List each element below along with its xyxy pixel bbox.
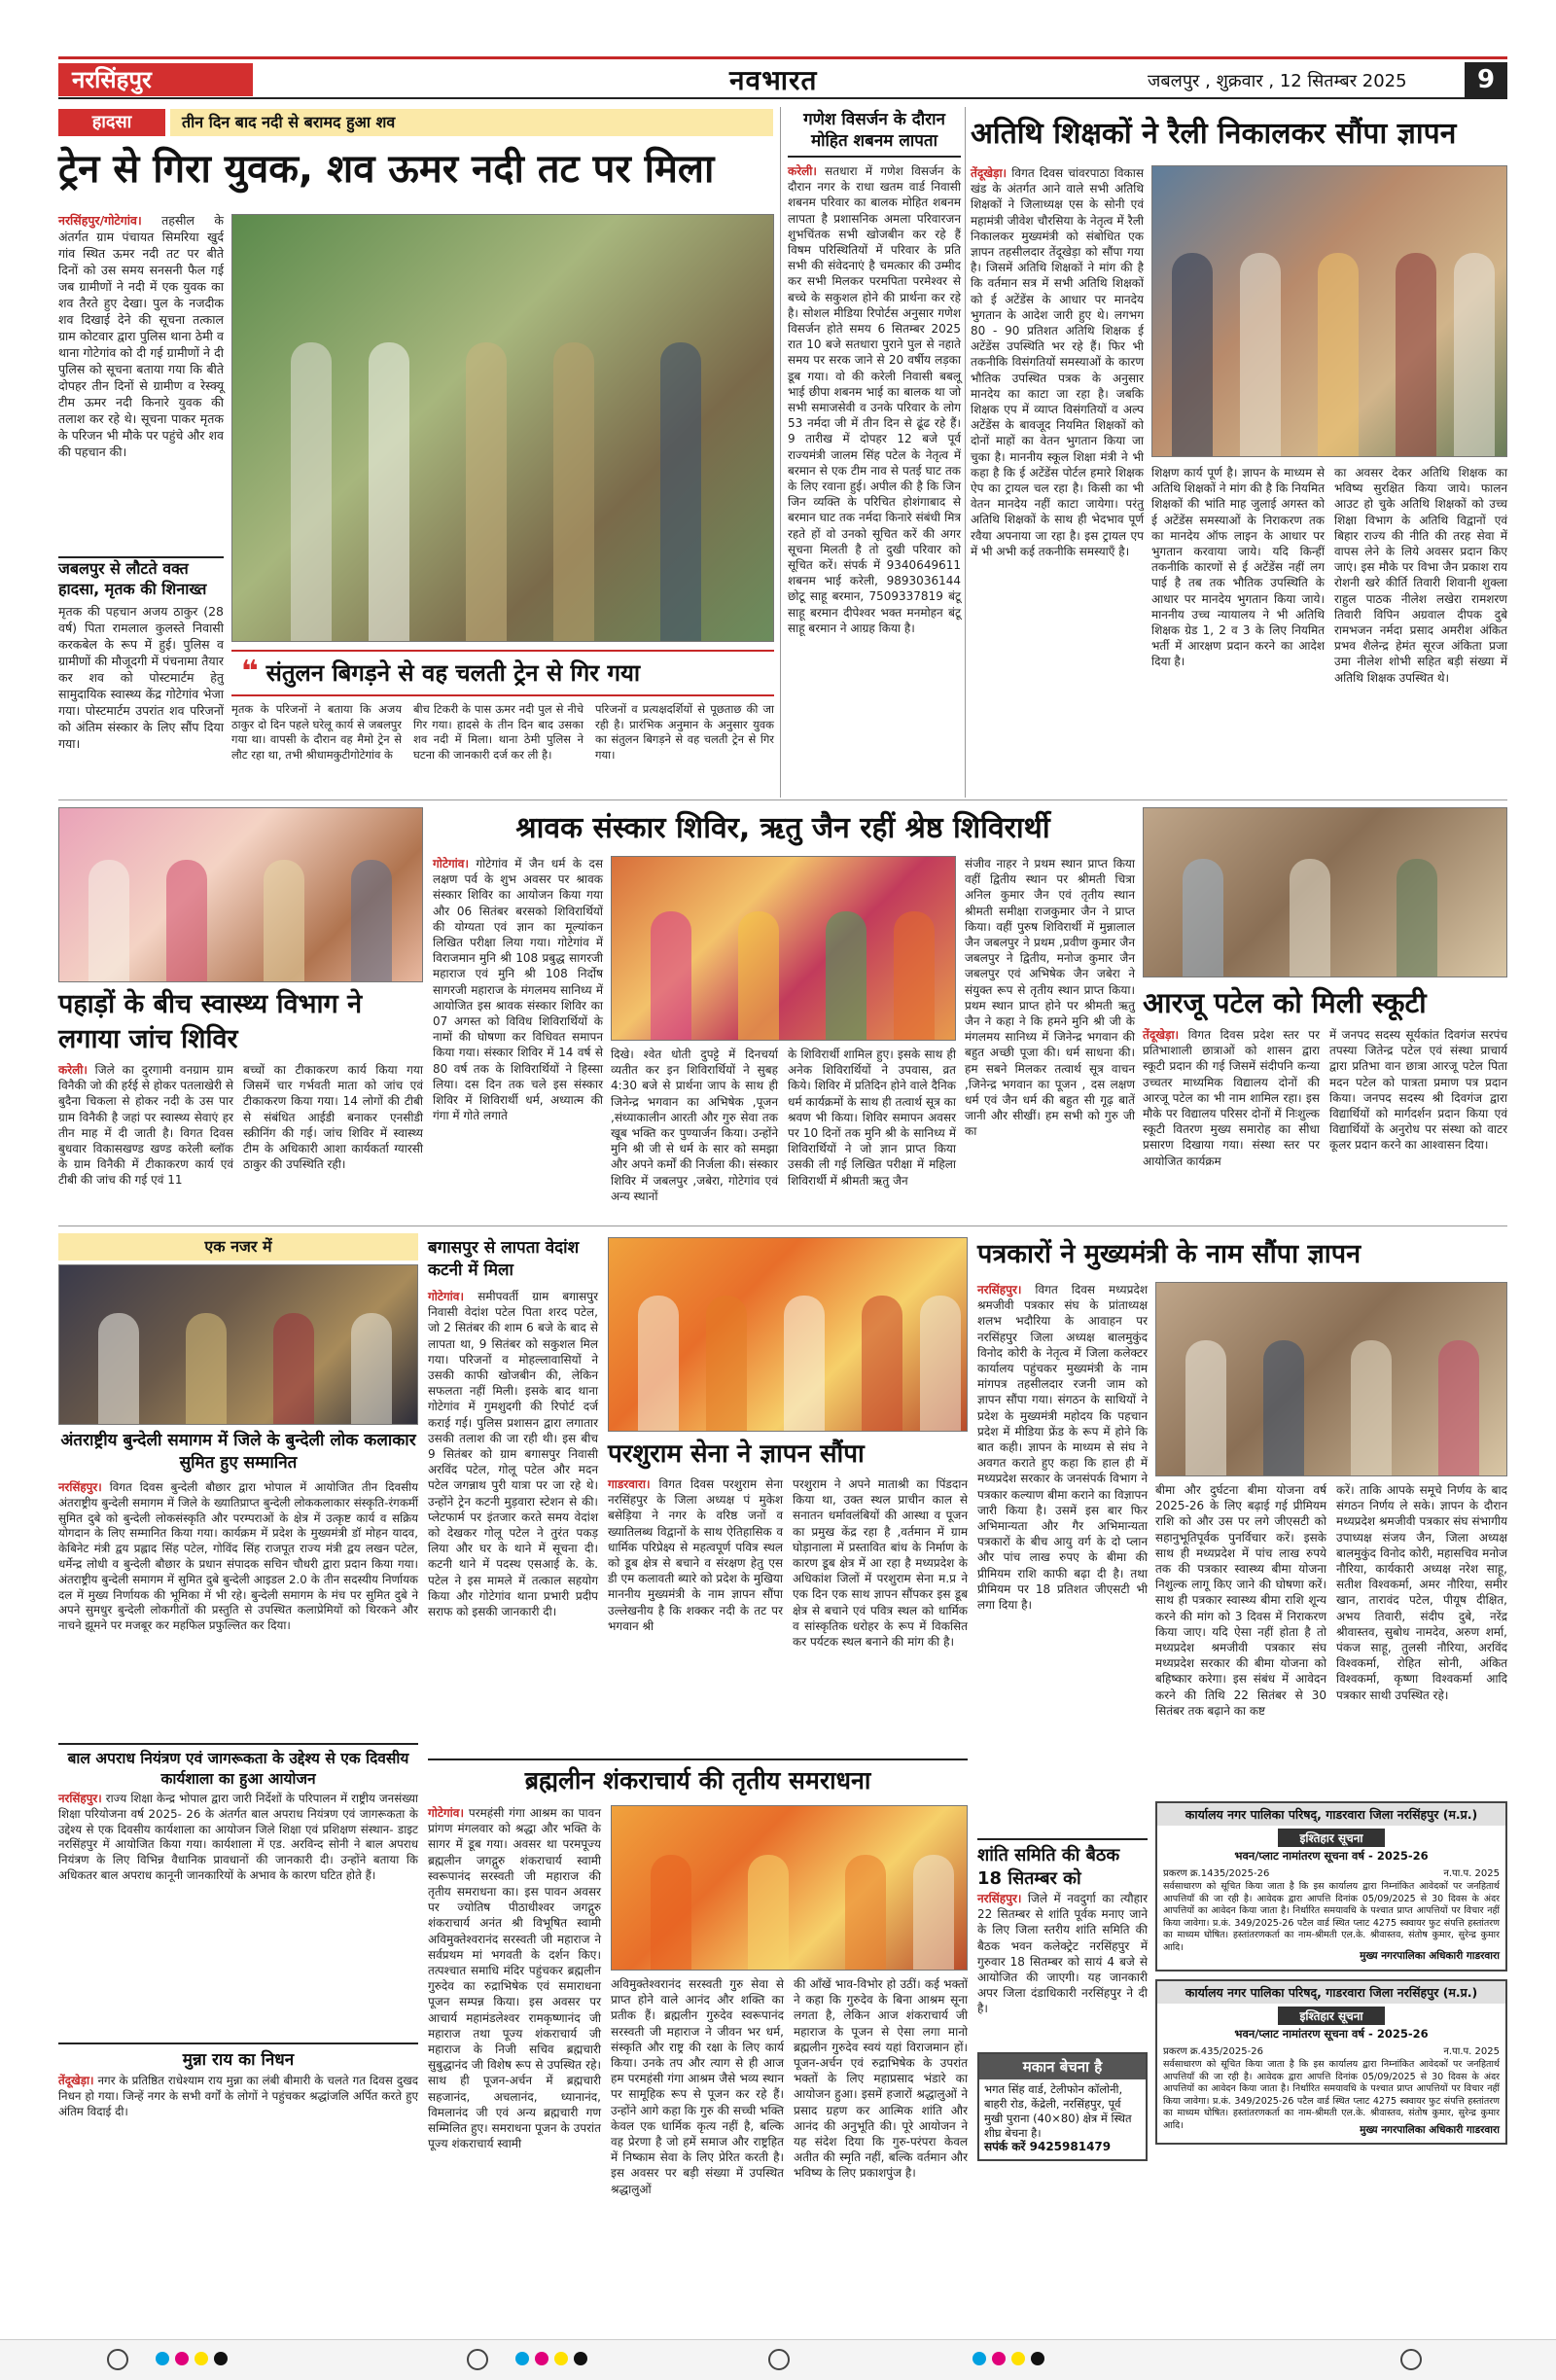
article-body: [58, 1062, 233, 1220]
dateline: करेली।: [788, 164, 817, 178]
article-body: [971, 165, 1144, 794]
edition-name: नरसिंहपुर: [58, 63, 253, 96]
classified-ad: [977, 2052, 1148, 2161]
notice-signature: मुख्य नगरपालिका अधिकारी गाडरवारा: [1360, 2124, 1500, 2136]
classified-contact: सपंर्क करें 9425981479: [984, 2140, 1112, 2153]
article-col: बच्चों का टीकाकरण कार्य किया गया जिसमें चार गर्भवती माता को जांच एवं टीकाकरण किया गया। 14 लोगों की टीबी से संबंधित आईडी बनाकर एनसीडी स्क्रीनिंग की गई। जांच शिविर में स्वास्थ्य टीम के अधिकारी आशा कार्यकर्ता ग्यारसी ठाकुर की उपस्थिति रही।: [243, 1063, 423, 1172]
article-body: [58, 2074, 418, 2142]
notice-body: सर्वसाधारण को सूचित किया जाता है कि इस कार्यालय द्वारा निम्नांकित आवेदकों पर जनहितार्थ आपत्तियाँ की जा रही है। आवेदक द्वारा आपत्ति दिनांक 05/09/2025 से 30 दिवस के अंदर आपत्तियों का आवेदन किया जाता है। निर्धारित समयावधि के पश्चात प्राप्त आपत्तियों पर विचार नहीं किया जावेगा। प्र.कं. 349/2025-26 पटैल वार्ड स्थित प्लाट 4275 स्क्वायर फुट संपत्ति हस्तांतरण का माध्यम घोषित। हस्तांतरणकर्ता का नाम-श्रीमती एल.के. श्रीवास्तव, संतोष कुमार, सुरेन्द्र कुमार आदि।: [1163, 1881, 1500, 1953]
headline-journalists: पत्रकारों ने मुख्यमंत्री के नाम सौंपा ज्ञापन: [977, 1239, 1362, 1269]
cmyk-dot-icon: [214, 2352, 228, 2365]
page-number: 9: [1465, 62, 1507, 97]
notice-ref-right: न.पा.प. 2025: [1443, 1868, 1500, 1879]
news-photo-journalists-memo: [1155, 1282, 1507, 1476]
article-body: [977, 1891, 1148, 2046]
headline-shankaracharya: ब्रह्मलीन शंकराचार्य की तृतीय समराधना: [428, 1758, 968, 1797]
article-col: का अवसर देकर अतिथि शिक्षक का भविष्य सुरक्षित किया जाये। फालन आउट हो चुके अतिथि शिक्षकों को उच्च शिक्षा विभाग के अतिथि विद्वानों एवं बिहार राज्य की नीति की तरह सेवा में वापस लेने के लिये अवसर प्रदान किए जाएं। इस मौके पर विभा जैन प्रकाश राय रोशनी खरे कीर्ति तिवारी शिवानी शुक्ला राहुल पाठक नीलेश लखेरा रामशरण तिवारी विपिन अग्रवाल दीपक दुबे रामभजन नर्मदा प्रसाद अमरीश अंकित प्रभव शैलेन्द्र हेमंत सूरज अंकिता प्रजा उमा नीलेश शोभी सहित बड़ी संख्या में अतिथि शिक्षक उपस्थित थे।: [1334, 466, 1507, 685]
column-rule: [965, 107, 966, 798]
dateline: तेंदूखेड़ा।: [58, 2074, 94, 2087]
notice-title: इश्तिहार सूचना: [1278, 1829, 1385, 1847]
notice-refs: [1157, 2043, 1505, 2057]
story-tag: हादसा: [58, 109, 165, 136]
article-body: [433, 856, 603, 1220]
article-col: करें। ताकि आपके समूचे निर्णय के बाद संगठन निर्णय ले सके। ज्ञापन के दौरान मध्यप्रदेश श्रमजीवी पत्रकार संघ संभागीय उपाध्यक्ष संजय जैन, जिला अध्यक्ष बालमुकुंद विनोद कोरी, महासचिव मनोज नौरिया, कार्यकारी अध्यक्ष नरेश साहू, सतीश विश्वकर्मा, अमर नौरिया, समीर खान, तारावंद पटेल, पीयूष दीक्षित, अभय तिवारी, संदीप दुबे, नरेंद्र श्रीवास्तव, सुबोध नामदेव, अरुण शर्मा, पंकज साहू, तुलसी नौरिया, अरविंद विश्वकर्मा, रोहित सोनी, अंकित विश्वकर्मा, कृष्णा विश्वकर्मा आदि पत्रकार साथी उपस्थित रहे।: [1336, 1483, 1507, 1702]
notice-subtitle: भवन/प्लाट नामांतरण सूचना वर्ष - 2025-26: [1234, 2027, 1429, 2041]
cmyk-dot-icon: [156, 2352, 169, 2365]
headline-bal-apradh: बाल अपराध नियंत्रण एवं जागरूकता के उद्देश्य से एक दिवसीय कार्यशाला का हुआ आयोजन: [58, 1743, 418, 1790]
news-photo-scooty: [1143, 807, 1507, 977]
registration-mark-icon: [107, 2349, 128, 2370]
cmyk-dot-icon: [194, 2352, 208, 2365]
article-body: [58, 212, 224, 552]
article-text: गोटेगांव में जैन धर्म के दस लक्षण पर्व के शुभ अवसर पर श्रावक संस्कार शिविर का आयोजन किया गया और 06 सितंबर बरसको शिविरार्थियों की योग्यता एवं ज्ञान का मूल्यांकन लिखित परीक्षा लिया गया। गोटेगांव में विराजमान मुनि श्री 108 प्रबुद्ध सागरजी महाराज एवं मुनि श्री 108 निर्दोष सागरजी महाराज के मंगलमय सानिध्य में आयोजित इस श्रावक संस्कार शिविर का 07 अगस्त को विविध शिविरार्थियों के नामों की घोषणा कर विधिवत समापन किया गया। संस्कार शिविर में 14 वर्ष से 80 वर्ष तक के शिविरार्थियों ने हिस्सा लिया। दस दिन तक चले इस संस्कार शिविर में शिविरार्थी धर्म, अध्यात्म की गंगा में गोते लगाते: [433, 857, 603, 1123]
article-body: [428, 1289, 598, 1751]
article-text: परमहंसी गंगा आश्रम का पावन प्रांगण मंगलवार को श्रद्धा और भक्ति के सागर में डूब गया। अवसर था परमपूज्य ब्रह्मलीन जगद्गुरु शंकराचार्य स्वामी स्वरूपानंद सरस्वती जी महाराज की तृतीय समराधना का। इस पावन अवसर पर ज्योतिष पीठाधीश्वर जगद्गुरु शंकराचार्य अनंत श्री विभूषित स्वामी अविमुक्तेश्वरानंद सरस्वती जी महाराज ने सर्वप्रथम मां भगवती के दर्शन किए। तत्पश्चात समाधि मंदिर पहुंचकर ब्रह्मलीन गुरुदेव का रुद्राभिषेक एवं समाराधना पूजन सम्पन्न किया। इस अवसर पर आचार्य महामंडलेश्वर रामकृष्णानंद जी महाराज तथा पूज्य शंकराचार्य जी महाराज के निजी सचिव ब्रह्मचारी सुबुद्धानंद जी विशेष रूप से उपस्थित रहे। साथ ही पूजन-अर्चन में ब्रह्मचारी सहजानंद, अचलानंद, ध्यानानंद, विमलानंद जी एवं अन्य ब्रह्मचारी गण सम्मिलित हुए। समराधना पूजन के उपरांत पूज्य शंकराचार्य स्वामी: [428, 1806, 601, 2151]
date-line: जबलपुर , शुक्रवार , 12 सितम्बर 2025: [1148, 71, 1407, 91]
cmyk-dot-icon: [1011, 2352, 1025, 2365]
news-photo-health-camp: [58, 807, 423, 982]
dateline: करेली।: [58, 1063, 88, 1077]
masthead: [58, 56, 1507, 99]
article-body: [608, 1476, 783, 1751]
article-col: शिक्षण कार्य पूर्ण है। ज्ञापन के माध्यम से अतिथि शिक्षकों ने मांग की है कि नियमित शिक्षकों की भांति माह जुलाई अगस्त को ई अटेंडेंस समस्याओं के निराकरण तक का मानदेय ऑफ लाइन के आधार पर भुगतान करवाया जाये। यदि किन्हीं तकनीकि कारणों से ई अटेंडेंस नहीं लग पाई है तब तक भौतिक उपस्थिति के आधार पर मानदेय भुगतान किया जाये। माननीय उच्च न्यायालय ने भी अतिथि शिक्षक ग्रेड 1, 2 व 3 के लिए नियमित भर्ती में आरक्षण प्रदान करने का आदेश दिया है।: [1151, 466, 1325, 669]
cmyk-dot-icon: [992, 2352, 1006, 2365]
headline-ganesh: गणेश विसर्जन के दौरान मोहित शबनम लापता: [788, 109, 961, 158]
cmyk-dot-icon: [175, 2352, 189, 2365]
headline-health: पहाड़ों के बीच स्वास्थ्य विभाग ने लगाया जांच शिविर: [58, 989, 363, 1054]
cmyk-dot-icon: [1031, 2352, 1044, 2365]
notice-title: इश्तिहार सूचना: [1278, 2007, 1385, 2025]
cmyk-dot-icon: [554, 2352, 568, 2365]
article-text: जिले का दुरगामी वनग्राम ग्राम विनैकी जो की हर्रई से होकर पतलाखेरी से बुदैना चिकला से होकर नदी के उस पार ग्राम विनैकी है जहां पर स्वास्थ्य सेवाएं हर तीन माह में दी जाती है। विगत दिवस बुधवार विकासखण्ड खण्ड करेली ब्लॉक के ग्राम विनैकी में टीकाकरण कार्य एवं टीबी की जांच की गई एवं 11: [58, 1063, 233, 1188]
article-col: बीमा और दुर्घटना बीमा योजना वर्ष 2025-26 के लिए बढ़ाई गई प्रीमियम राशि को और उस पर लगे जीएसटी को सहानुभूतिपूर्वक पुनर्विचार करें। इसके साथ ही मध्यप्रदेश में पांच लाख रुपये तक की पत्रकार स्वास्थ्य बीमा योजना निशुल्क लागू किए जाने की घोषणा करें। साथ ही पत्रकार स्वास्थ्य बीमा राशि शून्य करने की मांग को 3 दिवस में निराकरण किया जाए। यदि ऐसा नहीं होता है तो मध्यप्रदेश श्रमजीवी पत्रकार संघ मध्यप्रदेश सरकार की बीमा योजना को बहिष्कार करेगा। इस संबंध में आवेदन करने की तिथि 22 सितंबर से 30 सितंबर तक बढ़ाने का कष्ट: [1155, 1483, 1326, 1718]
article-text: सतधारा में गणेश विसर्जन के दौरान नगर के राधा खतम वार्ड निवासी शबनम परिवार का बालक मोहित शबनम लापता है प्रशासनिक अमला परिवारजन शुभचिंतक सभी खोजबीन कर रहे हैं विषम परिस्थितियों में परिवार के प्रति सभी की संवेदनाएं है चमत्कार की उम्मीद कर सभी मिलकर परमपिता परमेश्वर से बच्चे के सकुशल होने की प्रार्थना कर रहे है। सोशल मीडिया रिपोर्टस अनुसार गणेश विसर्जन होते समय 6 सितम्बर 2025 रात 10 बजे सतधारा पुराने पुल से नहाते समय पर सरक जाने से 20 वर्षीय लड़का डूब गया। वो की करेली निवासी बबलू भाई छीपा शबनम भाई का बालक था जो सभी समाजसेवी व उनके परिवार के लोग 53 नर्मदा जी में तीन दिन से ढूंढ रहे हैं। 9 तारीख में दोपहर 12 बजे पूर्व राज्यमंत्री जालम सिंह पटेल के नेतृत्व में बरमान से एक टीम नाव से पतई घाट तक के लिए रवाना हुई। अपील की है कि जिन जिन व्यक्ति के परिचित होशंगाबाद से बरमान घाट तक नर्मदा किनारे संबंधी मित्र रहते हों वो उनको सूचित करें की अगर सूचना मिलती है तो दुखी परिवार को सूचित करें। संपर्क में 9340649611 शबनम भाई करेली, 9893036144 छोटू साहू बरमान, 7509337819 बंटू साहू बरमान दीपेश्वर भक्त मनमोहन बंटू साहू बरमान ने आग्रह किया है।: [788, 164, 961, 635]
notice-subtitle: भवन/प्लाट नामांतरण सूचना वर्ष - 2025-26: [1234, 1849, 1429, 1863]
paper-name: नवभारत: [729, 64, 818, 96]
notice-signature: मुख्य नगरपालिका अधिकारी गाडरवारा: [1360, 1950, 1500, 1962]
headline-shanti-samiti: शांति समिति की बैठक 18 सितम्बर को: [977, 1838, 1148, 1891]
notice-office: कार्यालय नगर पालिका परिषद्, गाडरवारा जिला नरसिंहपुर (म.प्र.): [1157, 1981, 1505, 2004]
section-label: एक नजर में: [58, 1233, 418, 1261]
dateline: गोटेगांव।: [428, 1290, 464, 1303]
dateline: तेंदूखेड़ा।: [971, 166, 1008, 180]
dateline: गोटेगांव।: [428, 1806, 464, 1820]
article-text: विगत दिवस मध्यप्रदेश श्रमजीवी पत्रकार संघ के प्रांताध्यक्ष शलभ भदौरिया के आवाहन पर नरसिंहपुर जिला अध्यक्ष बालमुकुंद विनोद कोरी के नेतृत्व में जिला कलेक्टर कार्यालय पहुंचकर मुख्यमंत्री के नाम मांगपत्र तहसीलदार रजनी जाम को ज्ञापन सौंपा गया। संगठन के साथियों ने प्रदेश के मुख्यमंत्री महोदय कि पहचान प्रदेश में मीडिया फ्रेंड के रूप में होने कि बात कही। ज्ञापन के माध्यम से संघ ने अवगत कराते हुए कहा कि हाल ही में मध्यप्रदेश सरकार के जनसंपर्क विभाग ने पत्रकार कल्याण बीमा कराने का विज्ञापन जारी किया है। उसमें इस बार फिर अभिमान्यता और गैर अभिमान्यता पत्रकारों के बीच आयु वर्ग के दो प्लान और पांच लाख रुपए के बीमा की प्रीमियम राशि काफी बढ़ा दी है। तथा प्रीमियम पर 18 प्रतिशत जीएसटी भी लगा दिया है।: [977, 1283, 1148, 1613]
article-col: परशुराम ने अपने माताश्री का पिंडदान किया था, उक्त स्थल प्राचीन काल से सनातन धर्मावलंबियों की आस्था व पूजन का प्रमुख केंद्र रहा है ,वर्तमान में ग्राम घोड़ानाला में प्रस्तावित बांध के निर्माण के कारण डूब क्षेत्र में आ रहा है मध्यप्रदेश के अधिकांश जिलों में परशुराम सेना म.प्र ने एक दिन एक साथ ज्ञापन सौंपकर इस डूब क्षेत्र से बचाने एवं पवित्र स्थल को धार्मिक व सांस्कृतिक धरोहर के रूप में विकसित कर पर्यटक स्थल बनाने की मांग की है।: [793, 1477, 968, 1650]
article-col: के शिविरार्थी शामिल हुए। इसके साथ ही अनेक शिविरार्थियों ने उपवास, व्रत किये। शिविर में प्रतिदिन होने वाले दैनिक धर्म कार्यक्रमों के साथ ही तत्वार्थ सूत्र का श्रवण भी किया। शिविर समापन अवसर पर 10 दिनों तक मुनि श्री के सानिध्य में शिविरार्थियों ने जो ज्ञान प्राप्त किया उसकी ली गई लिखित परीक्षा में महिला शिविरार्थी में श्रीमती ऋतु जैन: [788, 1048, 956, 1188]
cmyk-dot-icon: [972, 2352, 986, 2365]
dateline: नरसिंहपुर।: [977, 1283, 1022, 1297]
notice-ref-left: प्रकरण क्र.1435/2025-26: [1163, 1868, 1270, 1879]
news-photo-parshuram-sena: [608, 1237, 968, 1432]
pull-quote: ❝ संतुलन बिगड़ने से वह चलती ट्रेन से गिर गया: [231, 650, 774, 696]
article-body: [977, 1282, 1148, 1831]
caption-col: मृतक के परिजनों ने बताया कि अजय ठाकुर दो दिन पहले घरेलू कार्य से जबलपुर गया था। वापसी के दौरान वह मैमो ट्रेन से लौट रहा था, तभी श्रीधामकुटीगोटेगांव के: [231, 702, 402, 762]
classified-body: भगत सिंह वार्ड, टेलीफोन कॉलोनी, बाहरी रोड, केंद्रेली, नरसिंहपुर, पूर्व मुखी पुराना (40×80) क्षेत्र में स्थित शीघ्र बेचना है।: [984, 2082, 1132, 2140]
caption-col: परिजनों व प्रत्यक्षदर्शियों से पूछताछ की जा रही है। प्रारंभिक अनुमान के अनुसार युवक का संतुलन बिगड़ने से वह चलती ट्रेन से गिर गया।: [595, 702, 774, 762]
headline-scooty: आरजू पटेल को मिली स्कूटी: [1143, 986, 1427, 1019]
notice-body: सर्वसाधारण को सूचित किया जाता है कि इस कार्यालय द्वारा निम्नांकित आवेदकों पर जनहितार्थ आपत्तियाँ की जा रही है। आवेदक द्वारा आपत्ति दिनांक 05/09/2025 से 30 दिवस के अंदर आपत्तियों का आवेदन किया जाता है। निर्धारित समयावधि के पश्चात प्राप्त आपत्तियों पर विचार नहीं किया जावेगा। प्र.कं. 349/2025-26 पटैल वार्ड स्थित प्लाट 4275 स्क्वायर फुट संपत्ति हस्तांतरण का माध्यम घोषित। हस्तांतरणकर्ता का नाम-श्रीमती एल.के. श्रीवास्तव, संतोष कुमार, सुरेन्द्र कुमार आदि।: [1163, 2059, 1500, 2131]
article-col: की आँखें भाव-विभोर हो उठीं। कई भक्तों ने कहा कि गुरुदेव के बिना आश्रम सूना लगता है, लेकिन आज शंकराचार्य जी महाराज के पूजन से ऐसा लगा मानो ब्रह्मलीन गुरुदेव स्वयं यहां विराजमान हों। पूजन-अर्चन एवं रुद्राभिषेक के उपरांत भक्तों के लिए महाप्रसाद भंडारे का आयोजन हुआ। इसमें हजारों श्रद्धालुओं ने प्रसाद ग्रहण कर आत्मिक शांति और आनंद की अनुभूति की। पूरे आयोजन ने यह संदेश दिया कि गुरु-परंपरा केवल अतीत की स्मृति नहीं, बल्कि वर्तमान और भविष्य के लिए प्रकाशपुंज है।: [794, 1977, 968, 2181]
article-body: [788, 163, 961, 794]
dateline: गाडरवारा।: [608, 1477, 651, 1491]
registration-mark-icon: [467, 2349, 488, 2370]
headline-teachers: अतिथि शिक्षकों ने रैली निकालकर सौंपा ज्ञापन: [971, 117, 1457, 151]
dateline: नरसिंहपुर।: [58, 1480, 102, 1494]
article-text: जिले में नवदुर्गा का त्यौहार 22 सितम्बर से शांति पूर्वक मनाए जाने के लिए जिला स्तरीय शांति समिति की बैठक भवन कलेक्ट्रेट नरसिंहपुर में गुरुवार 18 सितम्बर को सायं 4 बजे से आयोजित की जाएगी। यह जानकारी अपर जिला दंडाधिकारी नरसिंहपुर ने दी है।: [977, 1892, 1148, 2016]
article-text: विगत दिवस प्रदेश स्तर पर प्रतिभाशाली छात्राओं को शासन द्वारा स्कूटी प्रदान की गई जिसमें संदीपनि कन्या उच्चतर माध्यमिक विद्यालय दोनों की आरजू पटेल का भी नाम शामिल रहा। इस मौके पर विद्यालय परिसर दोनों में निःशुल्क स्कूटी वितरण मुख्य समारोह का सीधा प्रसारण दिखाया गया। संस्था स्तर पर आयोजित कार्यक्रम: [1143, 1028, 1320, 1168]
section-rule: [58, 799, 1507, 800]
cmyk-dot-icon: [515, 2352, 529, 2365]
article-body: [1143, 1027, 1320, 1220]
column-rule: [780, 107, 781, 798]
article-body: [58, 1792, 418, 2035]
article-text: समीपवर्ती ग्राम बगासपुर निवासी वेदांश पटेल पिता शरद पटेल, जो 2 सितंबर की शाम 6 बजे के बाद से लापता था, 9 सितंबर को सकुशल मिल गया। परिजनों व मोहल्लावासियों ने उसकी काफी खोजबीन की, लेकिन सफलता नहीं मिली। इसके बाद थाना गोटेगांव में गुमशुदगी की रिपोर्ट दर्ज कराई गई। पुलिस प्रशासन द्वारा लगातार उसकी तलाश की जा रही थी। इस बीच 9 सितंबर को ग्राम बगासपुर निवासी अरविंद पटेल, गोलू पटेल और मदन पटेल जगन्नाथ पुरी यात्रा पर जा रहे थे। उन्होंने ट्रेन कटनी मुड़वारा स्टेशन से की। प्लेटफार्म पर इंतजार करते समय वेदांश को देखकर गोलू पटेल ने तुरंत पकड़ लिया और घर के थाने में सूचना दी। कटनी थाने में पदस्थ एसआई के. के. पटेल ने इस मामले में तत्काल सहयोग किया और गोटेगांव थाना प्रभारी प्रदीप सराफ को इसकी जानकारी दी।: [428, 1290, 598, 1619]
news-photo-teachers-rally: [1151, 165, 1507, 457]
headline-bagaspur: बगासपुर से लापता वेदांश कटनी में मिला: [428, 1238, 580, 1280]
story-kicker: तीन दिन बाद नदी से बरामद हुआ शव: [170, 109, 773, 136]
news-photo-river-bank: [231, 214, 774, 642]
caption-col: बीच टिकरी के पास ऊमर नदी पुल से नीचे गिर गया। हादसे के तीन दिन बाद उसका शव नदी में मिला। थाना ठेमी पुलिस ने घटना की जानकारी दर्ज कर ली है।: [413, 702, 584, 762]
article-col: दिखे। श्वेत धोती दुपट्टे में दिनचर्या व्यतीत कर इन शिविरार्थियों ने सुबह 4:30 बजे से प्रार्थना जाप के साथ ही जिनेन्द्र भगवान का अभिषेक ,पूजन ,संध्याकालीन आरती और गुरु सेवा तक खूब भक्ति कर पुण्यार्जन किया। उन्होंने मुनि श्री जी से धर्म के सार को समझा और अपने कर्मों की निर्जला की। संस्कार शिविर में जबलपुर ,जबेरा, गोटेगांव एवं अन्य स्थानों: [611, 1048, 778, 1203]
news-photo-shravak-award: [611, 856, 956, 1041]
article-text: विगत दिवस चांवरपाठा विकास खंड के अंतर्गत आने वाले सभी अतिथि शिक्षकों ने जिलाध्यक्ष एस के सोनी एवं महामंत्री जीवेश चौरसिया के नेतृत्व में रैली निकालकर मुख्यमंत्री को संबोधित एक ज्ञापन तहसीलदार तेंदूखेड़ा को सौंपा गया है। जिसमें अतिथि शिक्षकों ने मांग की है कि वर्तमान सत्र में सभी अतिथि शिक्षकों को ई अटेंडेंस के आधार पर मानदेय भुगतान के आदेश जारी हुए थे। लगभग 80 - 90 प्रतिशत अतिथि शिक्षक ई अटेंडेंस उपस्थिति भर रहे हैं। फिर भी तकनीकि विसंगतियों समस्याओं के कारण भौतिक उपस्थित पत्रक के अनुसार मानदेय का काटा जा रहा है। जबकि शिक्षक एप में व्याप्त विसंगतियों व अल्प अटेंडेंस के बावजूद नियमित शिक्षकों को दोनों माहों का वेतन भुगतान किया जा चुका है। माननीय स्कूल शिक्षा मंत्री ने भी कहा है कि ई अटेंडेंस पोर्टल हमारे शिक्षक ऐप का ट्रायल चल रहा है। किसी का भी वेतन मानदेय नहीं काटा जायेगा। परंतु अतिथि शिक्षकों के साथ ही भेदभाव पूर्ण रवैया अपनाया जा रहा है। इस ट्रायल एप में भी अभी कई तकनीकि समस्याएँ है।: [971, 166, 1144, 558]
dateline: नरसिंहपुर/गोटेगांव।: [58, 213, 142, 228]
cmyk-dot-icon: [535, 2352, 548, 2365]
headline-parshuram: परशुराम सेना ने ज्ञापन सौंपा: [608, 1439, 865, 1469]
registration-mark-icon: [768, 2349, 790, 2370]
article-text: नगर के प्रतिष्ठित राधेश्याम राय मुन्ना का लंबी बीमारी के चलते गत दिवस दुखद निधन हो गया। जिन्हें नगर के सभी वर्गों के लोगों ने पहुंचकर श्रद्धांजलि अर्पित करते हुए अंतिम विदाई दी।: [58, 2074, 418, 2118]
article-text: विगत दिवस परशुराम सेना नरसिंहपुर के जिला अध्यक्ष पं मुकेश बसेड़िया ने नगर के वरिष्ठ जनों व ख्यातिलब्ध विद्वानों के साथ ऐतिहासिक व धार्मिक परिप्रेक्ष्य से महत्वपूर्ण पवित्र स्थल को डूब क्षेत्र से बचाने व संरक्षण हेतु एस डी एम कलावती ब्यारे को प्रदेश के मुखिया माननीय मुख्यमंत्री के नाम ज्ञापन सौंपा उल्लेखनीय है कि शक्कर नदी के तट पर भगवान श्री: [608, 1477, 783, 1633]
article-text: तहसील के अंतर्गत ग्राम पंचायत सिमरिया खुर्द गांव स्थित ऊमर नदी तट पर बीते दिनों को उस समय सनसनी फैल गई जब ग्रामीणों ने नदी में एक युवक का शव तैरते हुए देखा। पुल के नजदीक शव दिखाई देने की सूचना तत्काल ग्राम कोटवार द्वारा पुलिस थाना ठेमी व थाना गोटेगांव को दी गई ग्रामीणों ने दी पुलिस को सूचना बताया गया कि बीते दोपहर तीन दिनों से ग्रामीण व रेस्क्यू टीम ऊमर नदी किनारे युवक की तलाश कर रहे थे। सूचना पाकर मृतक के परिजन भी मौके पर पहुंचे और शव की पहचान की।: [58, 213, 224, 459]
quote-mark-icon: ❝: [241, 655, 259, 689]
news-photo-samaradhana: [611, 1805, 968, 1971]
subhead: जबलपुर से लौटते वक्त हादसा, मृतक की शिनाख्त: [58, 556, 224, 599]
article-text: राज्य शिक्षा केन्द्र भोपाल द्वारा जारी निर्देशों के परिपालन में राष्ट्रीय जनसंख्या शिक्षा परियोजना वर्ष 2025- 26 के अंतर्गत बाल अपराध नियंत्रण एवं जागरूकता के उद्देश्य से एक दिवसीय कार्यशाला का आयोजन जिले शिक्षा एवं प्रशिक्षण संस्थान- डाइट नरसिंहपुर में आयोजित किया गया। कार्यशाला में एड. अरविन्द सोनी ने बाल अपराध नियंत्रण के लिए विभिन्न वैधानिक प्रावधानों की जानकारी दी। उन्होंने बताया कि अधिकतर बाल अपराध कानूनी जानकारियों के अभाव के कारण घटित होते हैं।: [58, 1792, 418, 1882]
notice-ref-left: प्रकरण क्र.435/2025-26: [1163, 2046, 1263, 2057]
article-col: में जनपद सदस्य सूर्यकांत दिवगंज सरपंच तपस्या जितेन्द्र पटेल एवं संस्था प्राचार्य द्वारा प्रतिभा वान छात्रा आरजू पटेल पिता मदन पटेल को पात्रता प्रमाण पत्र प्रदान किया। जनपद सदस्य श्री दिवगंज द्वारा विद्यार्थियों को मार्गदर्शन प्रदान किया एवं विद्यार्थियों के अनुरोध पर संस्था को वाटर कूलर प्रदान करने का आश्वासन दिया।: [1329, 1028, 1507, 1153]
headline-train: ट्रेन से गिरा युवक, शव ऊमर नदी तट पर मिला: [58, 147, 715, 192]
public-notice: [1155, 1979, 1507, 2145]
article-body: [428, 1805, 601, 2151]
registration-mark-icon: [1400, 2349, 1422, 2370]
article-body-2: मृतक की पहचान अजय ठाकुर (28 वर्ष) पिता रामलाल कुलस्ते निवासी करकबेल के रूप में हुई। पुलिस व ग्रामीणों की मौजूदगी में पंचनामा तैयार कर शव को पोस्टमार्टम हेतु सामुदायिक स्वास्थ्य केंद्र गोटेगांव भेजा गया। पोस्टमार्टम उपरांत शव परिजनों को अंतिम संस्कार के लिए सौंप दिया गया।: [58, 604, 224, 751]
notice-ref-right: न.पा.प. 2025: [1443, 2046, 1500, 2057]
cmyk-dot-icon: [574, 2352, 587, 2365]
dateline: गोटेगांव।: [433, 857, 469, 870]
notice-office: कार्यालय नगर पालिका परिषद्, गाडरवारा जिला नरसिंहपुर (म.प्र.): [1157, 1803, 1505, 1826]
headline-shravak: श्रावक संस्कार शिविर, ऋतु जैन रहीं श्रेष्ठ शिविरार्थी: [515, 811, 1050, 845]
notice-refs: [1157, 1865, 1505, 1879]
public-notice: [1155, 1801, 1507, 1971]
classified-title: मकान बेचना है: [979, 2054, 1146, 2079]
article-col: अविमुक्तेश्वरानंद सरस्वती गुरु सेवा से प्राप्त होने वाले आनंद और शक्ति का प्रतीक हैं। ब्रह्मलीन गुरुदेव स्वरूपानंद सरस्वती जी महाराज ने जीवन भर धर्म, संस्कृति और राष्ट्र की रक्षा के लिए कार्य किया। उनके तप और त्याग से ही आज हम परमहंसी गंगा आश्रम जैसे भव्य स्थान पर सामूहिक रूप से पूजन कर रहे हैं। उन्होंने आगे कहा कि गुरु की सच्ची भक्ति केवल एक धार्मिक कृत्य नहीं है, बल्कि वह प्रेरणा है जो हमें समाज और राष्ट्रहित में निष्काम सेवा के लिए प्रेरित करती है। इस अवसर पर बड़ी संख्या में उपस्थित श्रद्धालुओं: [611, 1977, 784, 2196]
article-text: विगत दिवस बुन्देली बौछार द्वारा भोपाल में आयोजित तीन दिवसीय अंतराष्ट्रीय बुन्देली समागम में जिले के ख्यातिप्राप्त बुन्देली लोककलाकार संस्कृति-रंगकर्मी सुमित दुबे को बुन्देली लोकसंस्कृति और परम्पराओं के क्षेत्र में उत्कृष्ट कार्य व सक्रिय योगदान के लिए सम्मानित किया गया। कार्यक्रम में प्रदेश के मुख्यमंत्री डॉ मोहन यादव, केबिनेट मंत्री द्वय प्रह्लाद सिंह पटेल, गोविंद सिंह राजपूत राज्य मंत्री द्वय लखन पटेल, धर्मेन्द्र लोधी व बुन्देली बौछार के प्रधान संपादक सचिन चौधरी द्वारा प्रदान किया गया। अंतराष्ट्रीय बुन्देली समागम में सुमित दुबे बुन्देली आइडल 2.0 के तीन सदस्यीय निर्णायक दल में मुख्य निर्णायक की भूमिका में भी रहे। बुन्देली समागम के मंच पर सुमित दुबे ने अपने सुमधुर बुन्देली लोकगीतों की प्रस्तुति से उपस्थित कलाप्रेमियों को थिरकने और नाचने झूमने पर मजबूर कर महफिल प्रफुल्लित कर दिया।: [58, 1480, 418, 1633]
headline-obituary: मुन्ना राय का निधन: [58, 2043, 418, 2072]
article-col: संजीव नाहर ने प्रथम स्थान प्राप्त किया वहीं द्वितीय स्थान पर श्रीमती चित्रा अनिल कुमार जैन एवं तृतीय स्थान श्रीमती समीक्षा राजकुमार जैन ने प्राप्त किया। वहीं पुरुष शिविरार्थी में मुन्नालाल जैन जबलपुर ने प्रथम ,प्रवीण कुमार जैन जबलपुर ने द्वितीय, मनोज कुमार जैन जबलपुर एवं अभिषेक जैन जबेरा ने संयुक्त रूप से तृतीय स्थान प्राप्त किया। प्रथम स्थान प्राप्त होने पर श्रीमती ऋतु जैन ने कहा ने कि हमने मुनि श्री जी के मंगलमय सानिध्य में जिनेन्द्र भगवान की बहुत अच्छी पूजा की। धर्म साधना की। हम सबने मिलकर तत्वार्थ सूत्र वाचन ,जिनेन्द्र भगवान का पूजन , दस लक्षण धर्म एवं जैन धर्म की बहुत सी गूढ़ बातें जानी और सीखीं। हम सभी को गुरु जी का: [965, 857, 1135, 1139]
news-photo-bundeli-samagam: [58, 1264, 418, 1425]
dateline: नरसिंहपुर।: [58, 1792, 102, 1805]
headline-bundeli: अंतराष्ट्रीय बुन्देली समागम में जिले के बुन्देली लोक कलाकार सुमित हुए सम्मानित: [60, 1431, 416, 1473]
dateline: तेंदूखेड़ा।: [1143, 1028, 1180, 1042]
dateline: नरसिंहपुर।: [977, 1892, 1022, 1905]
article-body: [58, 1480, 418, 1738]
